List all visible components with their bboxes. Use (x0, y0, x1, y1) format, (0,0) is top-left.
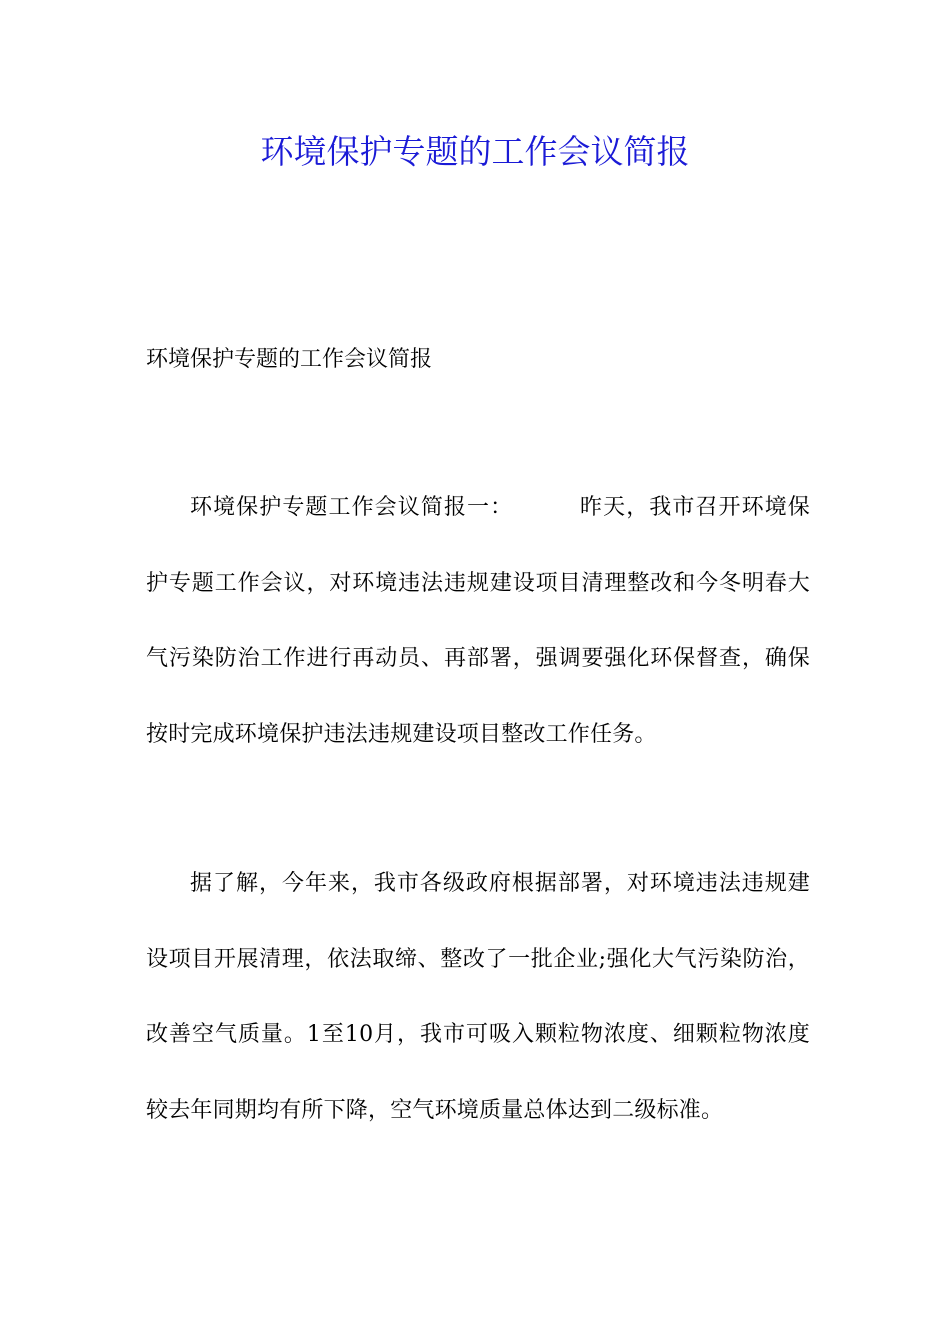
paragraph-2-text: 据了解，今年来，我市各级政府根据部署，对环境违法违规建设项目开展清理，依法取缔、整改了一批企业;强化大气污染防治，改善空气质量。1至10月，我市可吸入颗粒物浓度、细颗粒物浓度较去年同期均有所下降，空气环境质量总体达到二级标准。 (146, 871, 810, 1123)
paragraph-1-lead: 环境保护专题工作会议简报一： (190, 495, 514, 520)
paragraph-1 (146, 470, 810, 772)
document-subtitle: 环境保护专题的工作会议简报 (146, 347, 433, 372)
document-title: 环境保护专题的工作会议简报 (260, 132, 690, 171)
paragraph-2 (146, 846, 810, 1148)
paragraph-1-text: 昨天，我市召开环境保护专题工作会议，对环境违法违规建设项目清理整改和今冬明春大气污染防治工作进行再动员、再部署，强调要强化环保督查，确保按时完成环境保护违法违规建设项目整改工作任务。 (146, 495, 810, 747)
